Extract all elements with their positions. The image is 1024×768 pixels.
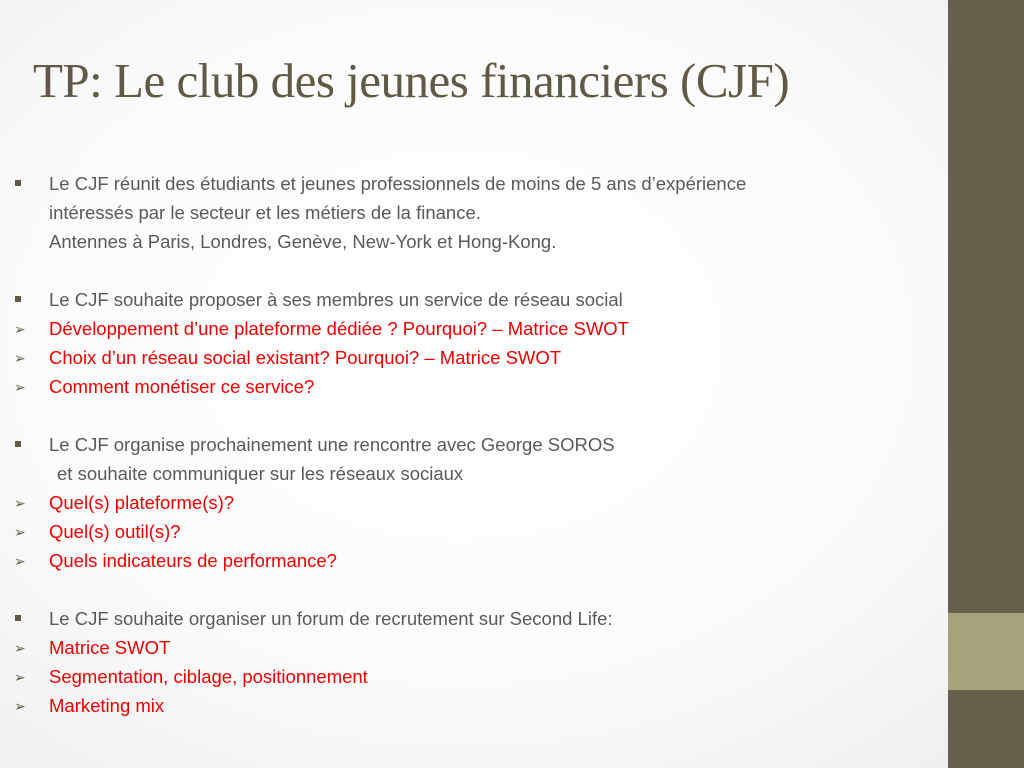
bullet-item [0,430,940,459]
arrow-bullet-icon: ➢ [14,350,26,366]
bullet-text: Matrice SWOT [49,637,171,658]
slide-content [0,169,940,720]
arrow-bullet-icon: ➢ [14,669,26,685]
bullet-section [0,285,940,401]
bullet-text: Comment monétiser ce service? [49,376,315,397]
arrow-bullet-icon: ➢ [14,698,26,714]
bullet-item [0,285,940,314]
sub-bullet-item [0,343,940,372]
bullet-text: Choix d’un réseau social existant? Pourquoi? – Matrice SWOT [49,347,562,368]
sub-bullet-item [0,546,940,575]
bullet-continuation [0,227,940,256]
bullet-item [0,604,940,633]
bullet-text: Quels indicateurs de performance? [49,550,337,571]
bullet-text: Le CJF souhaite proposer à ses membres un service de réseau social [49,289,623,310]
section-gap [0,575,940,604]
bullet-text: Le CJF organise prochainement une rencontre avec George SOROS [49,434,615,455]
bullet-text: intéressés par le secteur et les métiers de la finance. [49,202,481,223]
bullet-text: Le CJF réunit des étudiants et jeunes professionnels de moins de 5 ans d’expérience [49,173,747,194]
arrow-bullet-icon: ➢ [14,379,26,395]
bullet-text: Le CJF souhaite organiser un forum de recrutement sur Second Life: [49,608,613,629]
bullet-item [0,169,940,198]
sub-bullet-item [0,314,940,343]
sub-bullet-item [0,488,940,517]
bullet-text: Antennes à Paris, Londres, Genève, New-York et Hong-Kong. [49,231,557,252]
bullet-section [0,430,940,575]
arrow-bullet-icon: ➢ [14,553,26,569]
sub-bullet-item [0,517,940,546]
sub-bullet-item [0,372,940,401]
bullet-continuation [0,198,940,227]
bullet-section [0,169,940,256]
arrow-bullet-icon: ➢ [14,524,26,540]
arrow-bullet-icon: ➢ [14,495,26,511]
bullet-text: Quel(s) plateforme(s)? [49,492,235,513]
bullet-text: Segmentation, ciblage, positionnement [49,666,368,687]
bullet-text: Marketing mix [49,695,165,716]
section-gap [0,401,940,430]
bullet-text: Quel(s) outil(s)? [49,521,181,542]
bullet-text: Développement d’une plateforme dédiée ? Pourquoi? – Matrice SWOT [49,318,629,339]
bullet-section [0,604,940,720]
sub-bullet-item [0,662,940,691]
bullet-text: et souhaite communiquer sur les réseaux sociaux [57,463,464,484]
slide-title: TP: Le club des jeunes financiers (CJF) [33,53,790,108]
sub-bullet-item [0,633,940,662]
decorative-sidebar-block [948,613,1024,690]
arrow-bullet-icon: ➢ [14,640,26,656]
section-gap [0,256,940,285]
bullet-continuation [0,459,940,488]
sub-bullet-item [0,691,940,720]
arrow-bullet-icon: ➢ [14,321,26,337]
